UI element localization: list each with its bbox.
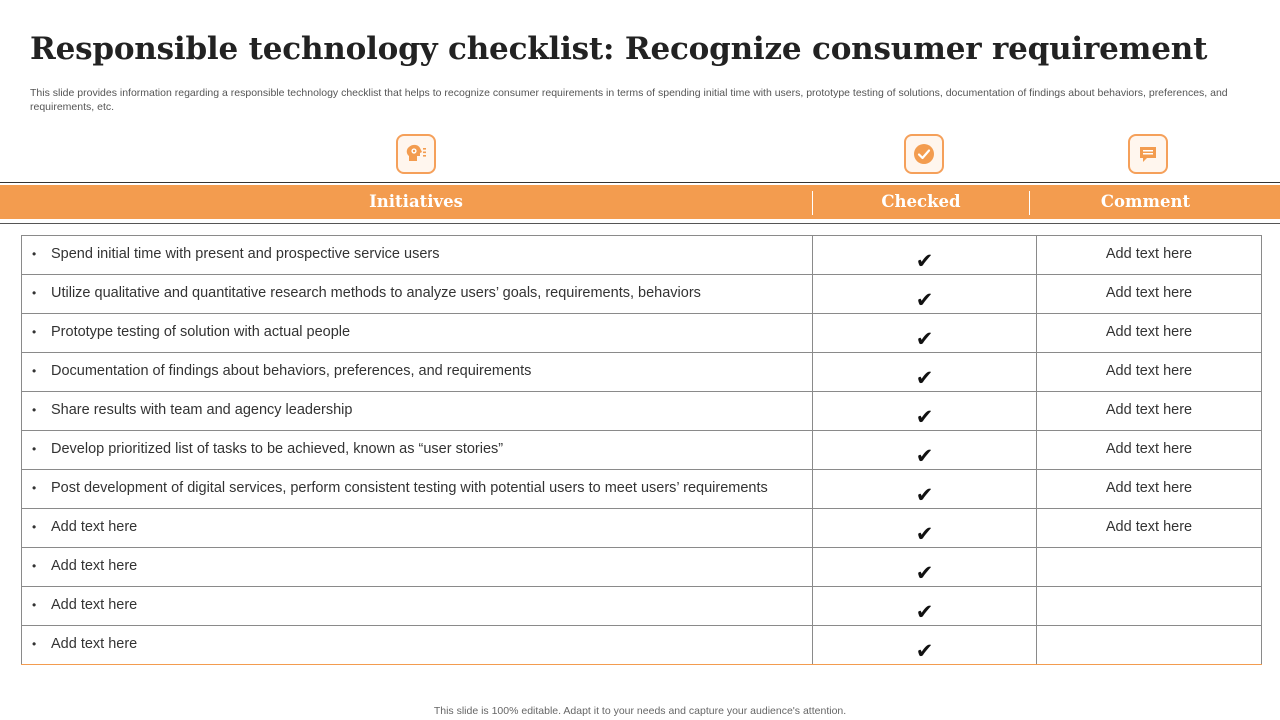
check-mark-icon: ✔ xyxy=(915,444,934,468)
header-bottom-rule xyxy=(0,223,1280,224)
bullet-icon: • xyxy=(32,637,37,651)
initiative-cell xyxy=(22,626,813,665)
check-mark-icon: ✔ xyxy=(915,600,934,624)
table-row xyxy=(22,236,1262,275)
checked-cell xyxy=(813,275,1037,314)
table-row xyxy=(22,587,1262,626)
initiative-cell xyxy=(22,353,813,392)
checked-cell xyxy=(813,470,1037,509)
initiative-text: Develop prioritized list of tasks to be achieved, known as “user stories” xyxy=(51,441,504,457)
comment-cell xyxy=(1037,236,1262,275)
check-mark-icon: ✔ xyxy=(915,405,934,429)
check-mark-icon: ✔ xyxy=(915,561,934,585)
table-row xyxy=(22,353,1262,392)
comment-cell xyxy=(1037,587,1262,626)
table-header-bar xyxy=(0,185,1280,219)
header-checked: Checked xyxy=(881,192,961,211)
comment-cell xyxy=(1037,392,1262,431)
slide-title: Responsible technology checklist: Recognize consumer requirement xyxy=(30,31,1208,67)
comment-text: Add text here xyxy=(1105,363,1193,379)
table-row xyxy=(22,314,1262,353)
bullet-icon: • xyxy=(32,598,37,612)
bullet-icon: • xyxy=(32,364,37,378)
bullet-icon: • xyxy=(32,442,37,456)
initiative-text: Spend initial time with present and prospective service users xyxy=(51,246,440,262)
checked-cell xyxy=(813,509,1037,548)
header-initiatives: Initiatives xyxy=(369,192,463,211)
comment-text: Add text here xyxy=(1105,441,1193,457)
initiative-text: Share results with team and agency leadership xyxy=(51,402,353,418)
check-mark-icon: ✔ xyxy=(915,249,934,273)
bullet-icon: • xyxy=(32,559,37,573)
bullet-icon: • xyxy=(32,481,37,495)
checked-cell xyxy=(813,548,1037,587)
checked-cell xyxy=(813,353,1037,392)
table-row xyxy=(22,626,1262,665)
speech-bubble-icon xyxy=(1128,134,1168,174)
table-row xyxy=(22,431,1262,470)
bullet-icon: • xyxy=(32,520,37,534)
initiative-text: Add text here xyxy=(51,519,138,535)
table-row xyxy=(22,548,1262,587)
slide-footer: This slide is 100% editable. Adapt it to your needs and capture your audience's attention. xyxy=(433,705,847,717)
table-row xyxy=(22,470,1262,509)
initiative-cell xyxy=(22,314,813,353)
initiative-cell xyxy=(22,392,813,431)
table-row xyxy=(22,392,1262,431)
check-mark-icon: ✔ xyxy=(915,327,934,351)
comment-text: Add text here xyxy=(1105,324,1193,340)
initiative-text: Add text here xyxy=(51,597,138,613)
initiative-cell xyxy=(22,548,813,587)
comment-text: Add text here xyxy=(1105,285,1193,301)
comment-text: Add text here xyxy=(1105,480,1193,496)
check-mark-icon: ✔ xyxy=(915,639,934,663)
slide-description: This slide provides information regarding a responsible technology checklist that helps to recognize consumer requirements in terms of spending initial time with users, prototype testing of solutions, documentation of findings about behaviors, preferences, and requirements, etc. xyxy=(30,87,1228,113)
checked-cell xyxy=(813,587,1037,626)
comment-text: Add text here xyxy=(1105,246,1193,262)
checked-cell xyxy=(813,314,1037,353)
comment-text: Add text here xyxy=(1105,402,1193,418)
comment-cell xyxy=(1037,548,1262,587)
checked-cell xyxy=(813,392,1037,431)
initiative-cell xyxy=(22,275,813,314)
comment-cell xyxy=(1037,314,1262,353)
bullet-icon: • xyxy=(32,403,37,417)
initiative-text: Add text here xyxy=(51,558,138,574)
initiative-text: Utilize qualitative and quantitative research methods to analyze users’ goals, requirements, behaviors xyxy=(51,285,701,301)
checklist-table xyxy=(21,235,1262,665)
initiative-text: Post development of digital services, perform consistent testing with potential users to meet users’ requirements xyxy=(51,480,768,496)
comment-cell xyxy=(1037,470,1262,509)
comment-cell xyxy=(1037,626,1262,665)
header-top-rule xyxy=(0,182,1280,183)
check-mark-icon: ✔ xyxy=(915,366,934,390)
bullet-icon: • xyxy=(32,286,37,300)
comment-cell xyxy=(1037,353,1262,392)
bullet-icon: • xyxy=(32,325,37,339)
comment-text: Add text here xyxy=(1105,519,1193,535)
head-gear-icon xyxy=(396,134,436,174)
initiative-cell xyxy=(22,431,813,470)
initiative-cell xyxy=(22,509,813,548)
check-circle-icon xyxy=(904,134,944,174)
initiative-cell xyxy=(22,587,813,626)
checked-cell xyxy=(813,431,1037,470)
check-mark-icon: ✔ xyxy=(915,522,934,546)
initiative-cell xyxy=(22,470,813,509)
bullet-icon: • xyxy=(32,247,37,261)
check-mark-icon: ✔ xyxy=(915,288,934,312)
table-row xyxy=(22,275,1262,314)
checked-cell xyxy=(813,626,1037,665)
comment-cell xyxy=(1037,431,1262,470)
comment-cell xyxy=(1037,509,1262,548)
initiative-cell xyxy=(22,236,813,275)
initiative-text: Add text here xyxy=(51,636,138,652)
header-comment: Comment xyxy=(1100,192,1191,211)
check-mark-icon: ✔ xyxy=(915,483,934,507)
initiative-text: Prototype testing of solution with actual people xyxy=(51,324,351,340)
initiative-text: Documentation of findings about behaviors, preferences, and requirements xyxy=(51,363,532,379)
checked-cell xyxy=(813,236,1037,275)
table-row xyxy=(22,509,1262,548)
comment-cell xyxy=(1037,275,1262,314)
